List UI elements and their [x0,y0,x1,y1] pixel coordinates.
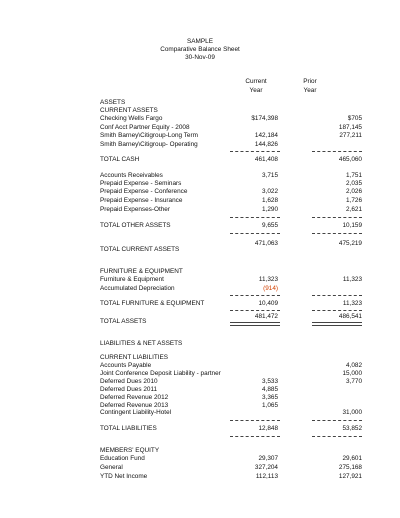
subtotal-rule [312,217,362,218]
prior-value: 2,035 [346,180,362,187]
current-assets-heading: CURRENT ASSETS [100,107,158,114]
subtotal-rule [312,233,362,234]
row-label: Accounts Payable [100,362,152,369]
furniture-heading: FURNITURE & EQUIPMENT [100,268,183,275]
current-value: 9,655 [262,222,278,229]
current-value: 461,408 [254,156,278,163]
prior-value: 127,921 [338,473,362,480]
row-label: TOTAL LIABILITIES [100,425,157,432]
current-value: $174,398 [251,115,278,122]
row-label: Joint Conference Deposit Liability - partner [100,370,221,377]
current-value: 1,290 [262,206,278,213]
current-value: 12,848 [258,425,278,432]
row-label: Deferred Revenue 2013 [100,402,169,409]
prior-value: 3,770 [346,378,362,385]
prior-value: 11,323 [342,276,362,283]
subtotal-rule [230,217,280,218]
current-value: 142,184 [254,132,278,139]
row-label: Accumulated Depreciation [100,285,175,292]
prior-value: 4,082 [346,362,362,369]
subtotal-rule [230,151,280,152]
subtotal-rule [312,310,362,311]
subtotal-rule [230,310,280,311]
prior-value: 31,000 [342,409,362,416]
row-label: Smith Barney\Citigroup-Long Term [100,132,198,139]
subtotal-rule [230,233,280,234]
current-value: 3,715 [262,172,278,179]
row-label: TOTAL OTHER ASSETS [100,222,171,229]
current-value: 471,063 [254,240,278,247]
row-label: Smith Barney\Citigroup- Operating [100,141,198,148]
prior-value: 15,000 [342,370,362,377]
prior-value: 486,541 [338,313,362,320]
row-label: Deferred Dues 2011 [100,386,158,393]
current-value: 29,307 [258,455,278,462]
report-date: 30-Nov-09 [185,54,215,61]
prior-value: 10,159 [342,222,362,229]
equity-heading: MEMBERS' EQUITY [100,447,160,454]
row-label: TOTAL CASH [100,156,140,163]
current-value: 144,826 [254,141,278,148]
prior-value: 475,219 [338,240,362,247]
prior-value: 187,145 [338,124,362,131]
subtotal-rule [312,436,362,437]
current-liabilities-heading: CURRENT LIABILITIES [100,354,169,361]
prior-value: 465,060 [338,156,362,163]
row-label: Prepaid Expense - Insurance [100,197,183,204]
grand-total-rule [312,322,362,326]
grand-total-rule [230,322,280,326]
row-label: Contingent Liability-Hotel [100,409,172,416]
current-value: 1,065 [262,402,278,409]
row-label: Accounts Receivables [100,172,163,179]
row-label: Checking Wells Fargo [100,115,163,122]
subtotal-rule [230,295,280,296]
subtotal-rule [312,151,362,152]
prior-value: 2,026 [346,188,362,195]
current-value: 3,022 [262,188,278,195]
current-value: 112,113 [255,473,278,480]
prior-value: 29,601 [342,455,362,462]
prior-value: 275,168 [338,464,362,471]
current-value: 4,885 [262,386,278,393]
liabilities-heading: LIABILITIES & NET ASSETS [100,340,183,347]
row-label: Prepaid Expense - Conference [100,188,188,195]
prior-value: 11,323 [342,300,362,307]
row-label: TOTAL FURNITURE & EQUIPMENT [100,300,205,307]
current-value: 481,472 [254,313,278,320]
prior-value: 2,621 [346,206,362,213]
report-title: SAMPLE [187,38,213,45]
row-label: Prepaid Expenses-Other [100,206,170,213]
current-value: 3,365 [262,394,278,401]
prior-value: $705 [347,115,362,122]
row-label: Education Fund [100,455,145,462]
current-value: 1,628 [262,197,278,204]
prior-value: 277,211 [339,132,362,139]
row-label: Prepaid Expense - Seminars [100,180,182,187]
column-prior-year: Year [303,87,317,94]
assets-heading: ASSETS [100,99,126,106]
prior-value: 1,726 [346,197,362,204]
current-value: (914) [263,285,278,292]
current-value: 327,204 [254,464,278,471]
current-value: 3,533 [262,378,278,385]
prior-value: 1,751 [346,172,362,179]
row-label: YTD Net Income [100,473,148,480]
row-label: Furniture & Equipment [100,276,164,283]
row-label: TOTAL ASSETS [100,318,147,325]
row-label: General [100,464,123,471]
column-current-year: Year [249,87,263,94]
row-label: TOTAL CURRENT ASSETS [100,246,180,253]
current-value: 10,409 [258,300,278,307]
subtotal-rule [230,436,280,437]
subtotal-rule [312,420,362,421]
row-label: Conf Acct Partner Equity - 2008 [100,124,190,131]
row-label: Deferred Dues 2010 [100,378,158,385]
subtotal-rule [230,420,280,421]
report-subtitle: Comparative Balance Sheet [160,46,240,53]
row-label: Deferred Revenue 2012 [100,394,169,401]
column-current-label: Current [245,78,267,85]
subtotal-rule [312,295,362,296]
column-prior-label: Prior [303,78,317,85]
prior-value: 53,852 [342,425,362,432]
current-value: 11,323 [258,276,278,283]
